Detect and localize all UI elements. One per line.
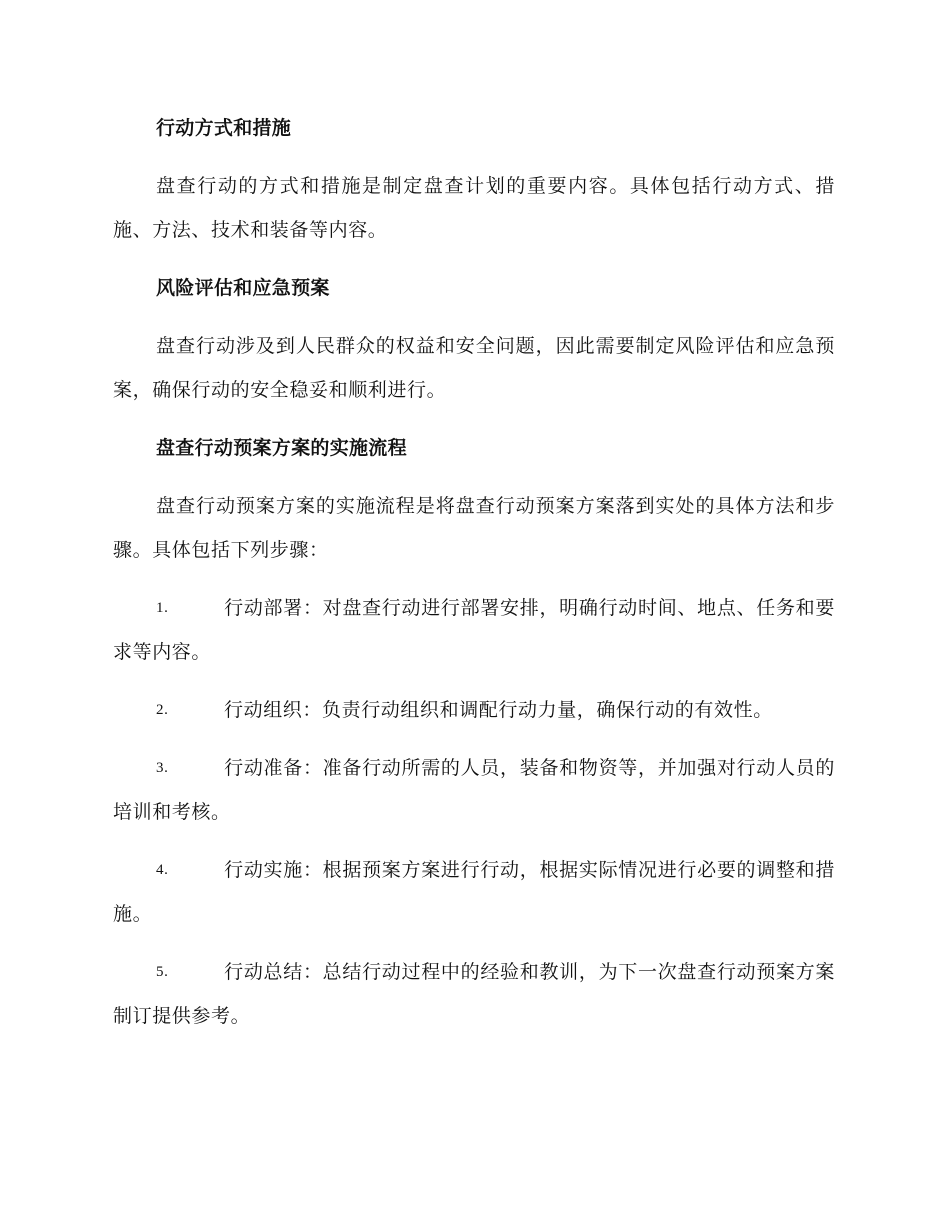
step-number: 4. xyxy=(156,862,169,878)
document-body xyxy=(113,106,835,1052)
step-number: 5. xyxy=(156,964,169,980)
list-item xyxy=(113,950,835,1038)
step-text: 行动实施：根据预案方案进行行动，根据实际情况进行必要的调整和措施。 xyxy=(113,859,835,925)
step-text: 行动总结：总结行动过程中的经验和教训，为下一次盘查行动预案方案制订提供参考。 xyxy=(113,961,835,1027)
list-item xyxy=(113,848,835,936)
section-heading-action-methods: 行动方式和措施 xyxy=(156,117,292,139)
list-item xyxy=(113,586,835,674)
section-heading-implementation-process: 盘查行动预案方案的实施流程 xyxy=(156,437,407,459)
step-number: 3. xyxy=(156,760,169,776)
step-number: 2. xyxy=(156,702,169,718)
step-text: 行动组织：负责行动组织和调配行动力量，确保行动的有效性。 xyxy=(224,699,773,721)
step-number: 1. xyxy=(156,600,169,616)
step-text: 行动部署：对盘查行动进行部署安排，明确行动时间、地点、任务和要求等内容。 xyxy=(113,597,835,663)
list-item xyxy=(113,688,835,732)
section-paragraph-risk-assessment: 盘查行动涉及到人民群众的权益和安全问题，因此需要制定风险评估和应急预案，确保行动的安全稳妥和顺利进行。 xyxy=(113,335,835,401)
list-item xyxy=(113,746,835,834)
section-heading-risk-assessment: 风险评估和应急预案 xyxy=(156,277,330,299)
step-text: 行动准备：准备行动所需的人员，装备和物资等，并加强对行动人员的培训和考核。 xyxy=(113,757,835,823)
steps-list xyxy=(113,586,835,1038)
section-paragraph-action-methods: 盘查行动的方式和措施是制定盘查计划的重要内容。具体包括行动方式、措施、方法、技术和装备等内容。 xyxy=(113,175,835,241)
section-paragraph-implementation-process: 盘查行动预案方案的实施流程是将盘查行动预案方案落到实处的具体方法和步骤。具体包括下列步骤： xyxy=(113,495,835,561)
